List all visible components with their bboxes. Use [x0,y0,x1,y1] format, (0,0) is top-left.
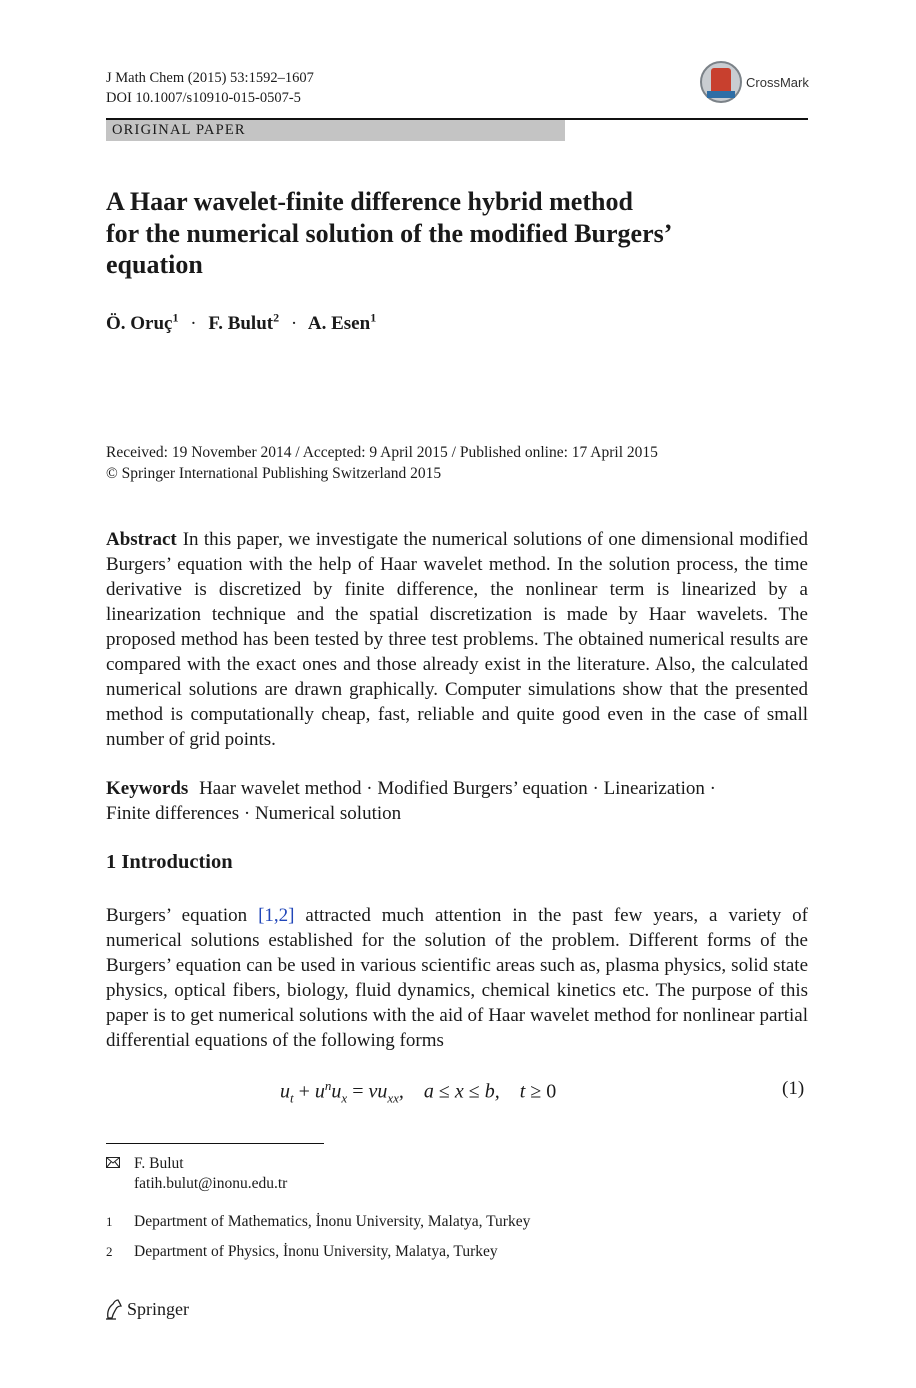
keywords-label: Keywords [106,778,189,799]
equation-1: $u_t + u^nu_x = \nu u_{xx}$, a ≤ x ≤ b, t ≥ 0 [280,1078,557,1106]
affiliation-mark: 2 [106,1244,113,1259]
intro-text-rest: attracted much attention in the past few years, a variety of numerical solutions established for the solution of the problem. Different forms of the Burgers’ equation can be used in various scientific areas such as, plasma physics, solid state physics, optical fibers, biology, fluid dynamics, chemical kinetics etc. The purpose of this paper is to get numerical solutions with the aid of Haar wavelet method for nonlinear partial differential equations of the following forms [106,905,808,1051]
author-separator: · [190,313,197,334]
author-affiliation-mark: 2 [273,310,280,325]
introduction-paragraph [106,903,808,1053]
dates-line: Received: 19 November 2014 / Accepted: 9 April 2015 / Published online: 17 April 2015 [106,444,658,461]
author-name[interactable]: A. Esen [307,313,371,334]
author-list [106,310,377,335]
affiliation-text: Department of Physics, İnonu University, Malatya, Turkey [134,1243,498,1260]
citation-link-2[interactable]: 2 [278,905,289,926]
citation-separator: , [273,905,279,926]
publication-dates [106,442,826,484]
corresponding-email[interactable]: fatih.bulut@inonu.edu.tr [134,1175,288,1192]
paper-title [106,186,756,281]
keywords-line-1: Haar wavelet method · Modified Burgers’ equation · Linearization · [199,778,716,799]
author-name[interactable]: F. Bulut [208,313,274,334]
affiliation-mark: 1 [106,1214,113,1229]
title-line-1: A Haar wavelet-finite difference hybrid method [106,187,633,216]
corresponding-author [106,1154,287,1194]
affiliation-2 [106,1242,498,1262]
section-heading: 1 Introduction [106,851,233,873]
doi[interactable]: DOI 10.1007/s10910-015-0507-5 [106,90,301,106]
title-line-2: for the numerical solution of the modified Burgers’ [106,218,673,248]
keywords-line-2: Finite differences · Numerical solution [106,803,402,824]
equation-number: (1) [782,1078,805,1099]
crossmark-icon [700,61,742,103]
publisher-logo [104,1298,189,1320]
keywords [106,776,808,826]
author-affiliation-mark: 1 [172,310,179,325]
abstract-label: Abstract [106,529,177,550]
envelope-icon [106,1154,134,1174]
footnote-rule [106,1143,324,1144]
publisher-name: Springer [127,1298,189,1319]
crossmark-label: CrossMark [746,74,809,90]
journal-info [106,68,314,108]
author-name[interactable]: Ö. Oruç [106,313,173,334]
author-affiliation-mark: 1 [370,310,377,325]
journal-citation: J Math Chem (2015) 53:1592–1607 [106,70,314,86]
springer-horse-icon [104,1298,124,1320]
abstract-text: In this paper, we investigate the numerical solutions of one dimensional modified Burgers’ equation with the help of Haar wavelet method. In the solution process, the time derivative is discretized by finite difference, the nonlinear term is linearized by a linearization technique and the spatial discretization is made by Haar wavelets. The proposed method has been tested by three test problems. The obtained numerical results are compared with the exact ones and those already exist in the literature. Also, the calculated numerical solutions are drawn graphically. Computer simulations show that the presented method is computationally cheap, fast, reliable and quite good even in the case of small number of grid points. [106,529,808,750]
title-line-3: equation [106,250,203,279]
citation-link-1[interactable]: 1 [264,905,274,926]
citation-bracket: [ [258,905,265,926]
crossmark-badge[interactable] [700,60,810,104]
copyright-line: © Springer International Publishing Switzerland 2015 [106,465,442,482]
affiliation-1 [106,1212,530,1232]
citation-bracket: ] [288,905,295,926]
affiliation-text: Department of Mathematics, İnonu University, Malatya, Turkey [134,1213,531,1230]
corresponding-name: F. Bulut [134,1155,184,1172]
article-type-badge: ORIGINAL PAPER [106,120,565,141]
author-separator: · [290,313,298,334]
abstract [106,527,808,752]
intro-text-start: Burgers’ equation [106,905,259,926]
